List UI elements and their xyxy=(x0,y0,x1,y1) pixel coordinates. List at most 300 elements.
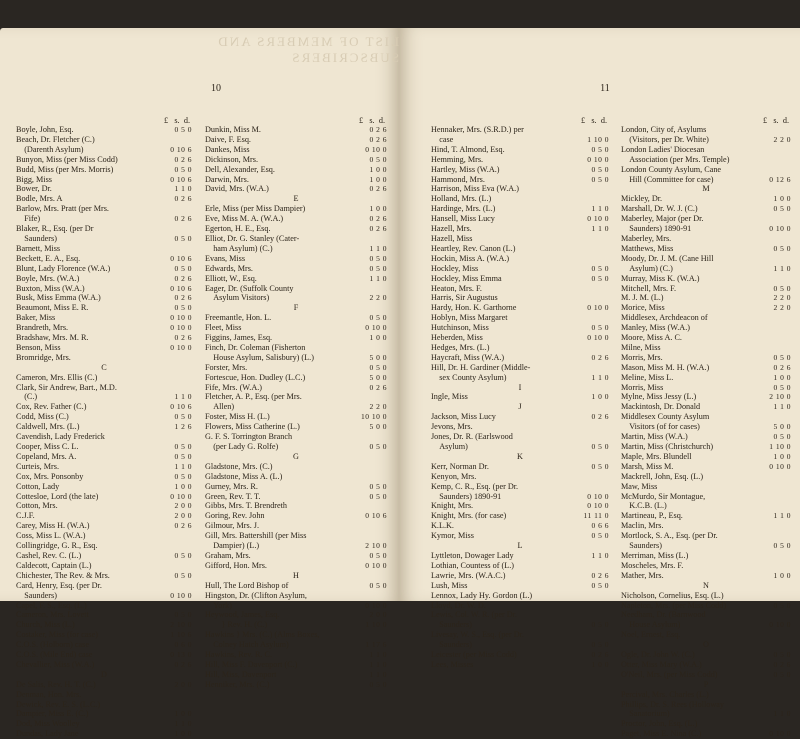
subscription-amount: 2 0 0 xyxy=(369,610,387,620)
subscriber-name: Gibbs, Mrs. T. Brendreth xyxy=(205,501,288,511)
subscriber-entry xyxy=(16,264,192,274)
subscriber-entry xyxy=(205,610,387,620)
subscriber-entry xyxy=(16,175,192,185)
subscription-amount: 0 10 6 xyxy=(170,174,192,184)
subscriber-entry xyxy=(16,501,192,511)
subscription-amount: 0 2 6 xyxy=(174,194,192,204)
subscriber-entry xyxy=(431,442,609,452)
subscriber-entry xyxy=(431,660,609,670)
subscriber-name: Maclin, Mrs. xyxy=(621,521,664,531)
subscriber-entry xyxy=(16,135,192,145)
subscriber-name: Lennox, Lady Hy. Gordon (L.) xyxy=(431,590,533,600)
subscriber-name: Caldwell, Mrs. (L.) xyxy=(16,422,80,432)
subscriber-name: Hingston, Dr. (Clifton Asylum, xyxy=(205,590,307,600)
subscriber-entry xyxy=(431,492,609,502)
currency-unit: £ xyxy=(580,116,586,125)
subscriber-name: Cashel, Rev. C. (L.) xyxy=(16,550,82,560)
subscription-amount: 0 10 0 xyxy=(170,491,192,501)
subscription-amount: 0 5 0 xyxy=(369,580,387,590)
subscriber-entry xyxy=(431,224,609,234)
subscriber-entry xyxy=(621,670,791,680)
subscriber-name: Barlow, Mrs. Pratt (per Mrs. xyxy=(16,204,109,214)
subscriber-name: Knight, Mrs. (for case) xyxy=(431,511,507,521)
subscriber-name: Mason, Miss M. H. (W.A.) xyxy=(621,362,710,372)
subscriber-column xyxy=(621,116,791,739)
subscription-amount: 1 1 0 xyxy=(369,243,387,253)
subscriber-name: Hammond, Mrs. xyxy=(431,174,485,184)
subscriber-entry xyxy=(621,194,791,204)
subscriber-name: Matthews, Miss xyxy=(621,243,674,253)
subscription-amount: 0 2 6 xyxy=(591,352,609,362)
subscriber-name: House Asylum) xyxy=(621,620,681,630)
subscription-amount: 0 5 0 xyxy=(369,154,387,164)
subscriber-name: Blunt, Lady Florence (W.A.) xyxy=(16,263,111,273)
subscriber-name: Marshall, Dr. W. J. (C.) xyxy=(621,204,698,214)
subscription-amount: 0 10 6 xyxy=(170,253,192,263)
subscriber-name: Maberley, Mrs. xyxy=(621,233,672,243)
subscriber-entry xyxy=(621,412,791,422)
subscriber-entry xyxy=(205,650,387,660)
subscriber-entry xyxy=(621,660,791,670)
subscription-amount: 1 0 0 xyxy=(591,659,609,669)
subscription-amount: 0 10 0 xyxy=(587,333,609,343)
subscription-amount: 1 1 0 xyxy=(591,224,609,234)
subscriber-entry xyxy=(205,284,387,294)
subscriber-name: Moscheles, Mrs. F. xyxy=(621,560,684,570)
subscription-amount: 0 10 0 xyxy=(365,560,387,570)
subscriber-entry xyxy=(621,690,791,700)
subscriber-name: Harris, Sir Augustus xyxy=(431,293,498,303)
subscriber-entry xyxy=(621,432,791,442)
subscriber-name: Knight, Mrs. xyxy=(431,501,474,511)
subscriber-name: Green, Rev. T. T. xyxy=(205,491,261,501)
subscriber-entry xyxy=(205,670,387,680)
subscriber-entry xyxy=(205,214,387,224)
subscriber-name: Martineau, P., Esq. xyxy=(621,511,683,521)
subscriber-entry xyxy=(431,581,609,591)
subscription-amount: 1 1 0 xyxy=(174,719,192,729)
subscription-amount: 0 5 0 xyxy=(591,640,609,650)
subscriber-entry xyxy=(621,700,791,710)
subscriber-entry xyxy=(205,541,387,551)
subscriber-name: Hill, Miss F. Davenport (C.) xyxy=(205,659,298,669)
subscriber-name: Caldecott, Captain (L.) xyxy=(16,560,92,570)
subscriber-name: Maple, Mrs. Blundell xyxy=(621,451,692,461)
subscriber-entry xyxy=(16,630,192,640)
subscriber-entry xyxy=(205,204,387,214)
subscription-amount: 1 0 0 xyxy=(773,372,791,382)
subscription-amount: 0 2 6 xyxy=(369,224,387,234)
subscriber-entry xyxy=(205,165,387,175)
subscriber-entry xyxy=(205,392,387,402)
subscriber-name: Kerr, Norman Dr. xyxy=(431,461,489,471)
subscription-amount: 0 5 0 xyxy=(773,600,791,610)
subscriber-entry xyxy=(205,353,387,363)
subscriber-entry xyxy=(16,729,192,739)
subscription-amount: 0 6 0 xyxy=(174,640,192,650)
subscription-amount: 0 2 6 xyxy=(174,154,192,164)
subscriber-entry xyxy=(431,184,609,194)
subscriber-entry xyxy=(16,680,192,690)
subscription-amount: 0 5 0 xyxy=(773,352,791,362)
subscription-amount: 0 10 0 xyxy=(170,313,192,323)
subscriber-name: Beckett, E. A., Esq. xyxy=(16,253,81,263)
subscriber-name: Sanatorium) xyxy=(621,709,670,719)
subscriber-entry xyxy=(205,293,387,303)
subscriber-name: Curteis, Mrs. xyxy=(16,461,59,471)
subscriber-entry xyxy=(16,482,192,492)
subscription-amount: 0 5 0 xyxy=(591,263,609,273)
subscriber-name: Cavendish, Lady Frederick xyxy=(16,432,105,442)
subscriber-entry xyxy=(621,343,791,353)
subscriber-entry xyxy=(205,630,387,640)
subscription-amount: 1 2 6 xyxy=(174,422,192,432)
subscriber-name: McMurdo, Sir Montague, xyxy=(621,491,706,501)
subscription-amount: 0 10 0 xyxy=(587,491,609,501)
subscriber-entry xyxy=(205,660,387,670)
subscriber-name: Fortescue, Hon. Dudley (L.C.) xyxy=(205,372,306,382)
subscriber-name: Blaker, R., Esq. (per Dr xyxy=(16,224,94,234)
subscriber-name: Ogle, Dr. John W. (C.) xyxy=(621,650,695,660)
subscriber-name: Fife, Mrs. (W.A.) xyxy=(205,382,263,392)
subscriber-name: London Ladies' Diocesan xyxy=(621,144,705,154)
subscriber-entry xyxy=(621,333,791,343)
subscriber-name: Kymor, Miss xyxy=(431,531,474,541)
subscriber-entry xyxy=(16,383,192,393)
section-letter: O xyxy=(703,640,709,650)
subscription-amount: 0 5 0 xyxy=(591,273,609,283)
subscriber-name: Saunders) xyxy=(431,640,472,650)
subscription-amount: 1 0 0 xyxy=(773,194,791,204)
subscriber-name: Capel, F. S., Esq. (L.) xyxy=(16,600,87,610)
subscriber-entry xyxy=(205,551,387,561)
subscriber-name: Middlesex County Asylum xyxy=(621,412,710,422)
subscription-amount: 0 5 0 xyxy=(369,491,387,501)
subscriber-name: Hedges, Mrs. (L.) xyxy=(431,342,490,352)
currency-header xyxy=(621,116,791,125)
subscriber-entry xyxy=(431,501,609,511)
subscription-amount: 0 5 0 xyxy=(773,541,791,551)
subscriber-name: Eager, Dr. (Suffolk County xyxy=(205,283,294,293)
subscription-amount: 0 12 6 xyxy=(769,174,791,184)
subscriber-name: Maw, Miss xyxy=(621,481,658,491)
subscriber-entry xyxy=(16,462,192,472)
subscriber-entry xyxy=(16,700,192,710)
subscription-amount: 1 0 0 xyxy=(773,570,791,580)
subscriber-name: Meline, Miss L. xyxy=(621,372,674,382)
subscriber-entry xyxy=(16,343,192,353)
subscriber-name: Gill, Mrs. Battershill (per Miss xyxy=(205,531,307,541)
subscription-amount: 0 2 6 xyxy=(174,659,192,669)
subscriber-name: Hennaker, Mrs. (S.R.D.) per xyxy=(431,125,524,134)
subscription-amount: 0 10 6 xyxy=(170,402,192,412)
subscriber-entry xyxy=(205,145,387,155)
subscriber-name: Martin, Miss (W.A.) xyxy=(621,432,688,442)
subscriber-name: Busk, Miss Emma (W.A.) xyxy=(16,293,101,303)
subscriber-entry xyxy=(205,363,387,373)
book-spread xyxy=(0,28,800,739)
subscriber-entry xyxy=(205,323,387,333)
subscription-amount: 0 2 6 xyxy=(591,412,609,422)
subscriber-entry xyxy=(621,204,791,214)
subscription-amount: 0 5 0 xyxy=(591,174,609,184)
subscriber-entry xyxy=(16,571,192,581)
subscriber-name: Kemp, C. R., Esq. (per Dr. xyxy=(431,481,519,491)
subscription-amount: 0 10 6 xyxy=(170,283,192,293)
subscription-amount: 0 10 0 xyxy=(365,600,387,610)
subscription-amount: 2 10 0 xyxy=(365,541,387,551)
subscription-amount: 0 5 0 xyxy=(591,620,609,630)
subscriber-entry xyxy=(16,313,192,323)
subscriber-entry xyxy=(16,165,192,175)
subscriber-entry xyxy=(16,333,192,343)
section-letter: L xyxy=(517,541,523,551)
subscriber-name: Freemantle, Hon. L. xyxy=(205,313,272,323)
subscriber-name: Henniker, Mrs. (C.) xyxy=(205,679,270,689)
subscriber-entry xyxy=(621,234,791,244)
subscription-amount: 0 5 0 xyxy=(174,233,192,243)
subscription-amount: 1 0 0 xyxy=(369,164,387,174)
subscriber-name: Gurney, Mrs. R. xyxy=(205,481,258,491)
subscription-amount: 1 1 0 xyxy=(773,263,791,273)
subscriber-name: Gifford, Hon. Mrs. xyxy=(205,560,267,570)
subscriber-name: Mickley, Dr. xyxy=(621,194,663,204)
subscription-amount: 0 5 0 xyxy=(369,313,387,323)
subscriber-entry xyxy=(205,343,387,353)
subscriber-entry xyxy=(621,284,791,294)
currency-unit: d. xyxy=(183,116,191,125)
subscriber-name: Phillips, Dr. S. Rees (Holloway xyxy=(621,699,725,709)
subscriber-entry xyxy=(621,363,791,373)
subscription-amount: 1 0 0 xyxy=(773,451,791,461)
subscriber-name: Lyttleton, Dowager Lady xyxy=(431,550,514,560)
subscriber-name: Dickinson, Mrs. xyxy=(205,154,258,164)
subscriber-name: De Salis, Rev. H. T. (C.) xyxy=(16,679,96,689)
subscriber-name: Saunders) xyxy=(431,620,472,630)
subscriber-name: Dunkin, Miss M. xyxy=(205,125,261,134)
subscriber-entry xyxy=(205,462,387,472)
subscriber-name: Jevons, Mrs. xyxy=(431,422,473,432)
subscriber-entry xyxy=(621,531,791,541)
subscriber-entry xyxy=(621,452,791,462)
subscriber-entry xyxy=(621,610,791,620)
subscriber-entry xyxy=(431,274,609,284)
currency-unit: s. xyxy=(369,116,375,125)
subscriber-entry xyxy=(205,501,387,511)
subscriber-name: Proctor, John, Esq. (L.) xyxy=(621,719,698,729)
subscriber-entry xyxy=(431,333,609,343)
subscription-amount: 0 5 0 xyxy=(591,323,609,333)
subscriber-name: Mylne, Miss Jessy (L.) xyxy=(621,392,697,402)
subscriber-name: Bromridge, Mrs. xyxy=(16,352,71,362)
subscriber-name: Mackrell, John, Esq. (L.) xyxy=(621,471,704,481)
subscriber-entry xyxy=(621,620,791,630)
subscriber-entry xyxy=(205,155,387,165)
subscription-amount: 0 5 0 xyxy=(174,442,192,451)
subscription-amount: 1 1 0 xyxy=(369,650,387,660)
subscriber-name: Lothian, Countess of (L.) xyxy=(431,560,514,570)
subscriber-entry xyxy=(16,323,192,333)
subscriber-name: Hull, The Lord Bishop of xyxy=(205,580,289,590)
section-letter: M xyxy=(702,184,710,194)
subscription-amount: 1 17 6 xyxy=(365,640,387,650)
subscriber-entry xyxy=(205,254,387,264)
subscription-amount: 0 10 0 xyxy=(365,144,387,154)
subscriber-entry xyxy=(621,442,791,452)
subscriber-name: Jones, Dr. R. (Earlswood xyxy=(431,432,513,442)
subscription-amount: 0 2 6 xyxy=(369,214,387,224)
subscriber-name: Hockley, Miss Emma xyxy=(431,273,502,283)
section-letter: G xyxy=(293,451,299,461)
subscriber-entry xyxy=(431,373,609,383)
subscriber-name: Baker, Miss xyxy=(16,313,56,323)
subscriber-entry xyxy=(621,650,791,660)
subscriber-name: (Visitors, per Dr. White) xyxy=(621,134,709,144)
subscriber-entry xyxy=(431,155,609,165)
subscription-amount: 0 2 6 xyxy=(591,650,609,660)
subscriber-entry xyxy=(431,392,609,402)
subscriber-name: Dampier, Miss E. (C.) xyxy=(16,709,89,719)
subscription-amount: 0 5 0 xyxy=(591,144,609,154)
subscriber-entry xyxy=(431,214,609,224)
section-letter: I xyxy=(518,382,522,392)
subscriber-name: Asylum) (C.) xyxy=(621,263,673,273)
subscriber-entry xyxy=(431,482,609,492)
subscriber-entry xyxy=(431,591,609,601)
subscriber-name: Paget, Miss E. Nina (C.) xyxy=(621,729,702,739)
subscription-amount: 2 2 0 xyxy=(773,134,791,144)
subscriber-name: O'Neil, Mrs. (per Miss Codd) xyxy=(621,669,718,679)
subscriber-name: M. J. M. (L.) xyxy=(621,293,664,303)
subscriber-name: Manley, Miss (W.A.) xyxy=(621,323,690,333)
currency-unit: s. xyxy=(174,116,180,125)
subscription-amount: 0 5 0 xyxy=(369,253,387,263)
subscriber-entry xyxy=(16,145,192,155)
subscriber-name: Needham, Dr. (Barnwood xyxy=(621,610,706,620)
subscriber-entry xyxy=(431,561,609,571)
subscriber-entry xyxy=(621,323,791,333)
subscriber-column xyxy=(431,116,609,670)
subscriber-column xyxy=(205,116,387,690)
subscription-amount: 11 11 0 xyxy=(583,511,609,521)
subscriber-name: Hardy, Hon. K. Garthorne xyxy=(431,303,517,313)
subscriber-entry xyxy=(205,402,387,412)
subscription-amount: 0 10 0 xyxy=(769,729,791,739)
subscription-amount: 0 5 0 xyxy=(773,283,791,293)
subscriber-entry xyxy=(621,165,791,175)
subscription-amount: 1 10 0 xyxy=(365,620,387,630)
subscription-amount: 1 1 0 xyxy=(369,669,387,679)
subscriber-name: K.L.K. xyxy=(431,521,454,531)
currency-unit: s. xyxy=(591,116,597,125)
subscriber-name: Saunders) xyxy=(16,590,57,600)
subscriber-entry xyxy=(431,610,609,620)
subscription-amount: 0 13 0 xyxy=(170,650,192,660)
subscriber-entry xyxy=(205,442,387,452)
subscriber-entry xyxy=(621,630,791,640)
subscriber-name: Flowers, Miss Catherine (L.) xyxy=(205,422,300,432)
subscription-amount: 0 2 6 xyxy=(174,273,192,283)
subscriber-entry xyxy=(16,422,192,432)
subscriber-entry xyxy=(205,482,387,492)
subscriber-entry xyxy=(431,472,609,482)
subscriber-entry xyxy=(205,224,387,234)
subscriber-entry xyxy=(621,601,791,611)
subscription-amount: 0 2 6 xyxy=(773,362,791,372)
subscriber-entry xyxy=(431,145,609,155)
subscriber-entry xyxy=(621,175,791,185)
subscriber-entry xyxy=(205,373,387,383)
subscriber-name: Cox, Mrs. Ponsonby xyxy=(16,471,84,481)
subscriber-name: (Darenth Asylum) xyxy=(16,144,84,154)
subscriber-entry xyxy=(16,412,192,422)
subscriber-entry xyxy=(205,531,387,541)
subscriber-entry xyxy=(431,511,609,521)
subscriber-name: Hawkins } Mrs. (C.) (Alms Boxes, xyxy=(205,630,320,640)
subscriber-name: Brandreth, Mrs. xyxy=(16,323,69,333)
left-page xyxy=(0,28,399,739)
subscription-amount: 0 10 0 xyxy=(769,461,791,471)
subscriber-entry xyxy=(621,541,791,551)
subscriber-entry xyxy=(16,293,192,303)
currency-unit: d. xyxy=(782,116,790,125)
subscriber-entry xyxy=(16,194,192,204)
right-page xyxy=(399,28,800,739)
subscriber-entry xyxy=(621,392,791,402)
subscriber-name: Hill, Miss, Davenport xyxy=(205,669,277,679)
subscriber-name: ham Asylum) (C.) xyxy=(205,243,273,253)
subscriber-entry xyxy=(431,165,609,175)
subscriber-name: Lush, Miss xyxy=(431,580,468,590)
section-letter: K xyxy=(517,451,523,461)
subscriber-column xyxy=(16,116,192,739)
subscriber-name: Hardinge, Mrs. (L.) xyxy=(431,204,496,214)
subscriber-entry xyxy=(431,601,609,611)
subscriber-entry xyxy=(16,660,192,670)
subscriber-name: Middlesex, Archdeacon of xyxy=(621,313,708,323)
section-letter: D xyxy=(101,669,107,679)
subscription-amount: 2 0 0 xyxy=(174,679,192,689)
subscriber-entry xyxy=(205,680,387,690)
subscriber-name: Livesay, W. S., Esq. (per Dr. xyxy=(431,630,524,640)
subscription-amount: 0 5 0 xyxy=(773,650,791,660)
subscriber-name: Hill, Dr. H. Gardiner (Middle- xyxy=(431,362,531,372)
subscription-amount: 2 2 0 xyxy=(369,293,387,303)
subscriber-entry xyxy=(16,204,192,214)
subscriber-name: Daive, F. Esq. xyxy=(205,134,251,144)
subscriber-entry xyxy=(16,561,192,571)
subscription-amount: 0 10 0 xyxy=(587,154,609,164)
subscriber-entry xyxy=(431,412,609,422)
subscriber-name: Carey, Miss H. (W.A.) xyxy=(16,521,90,531)
currency-unit: £ xyxy=(163,116,169,125)
subscriber-entry xyxy=(16,472,192,482)
subscriber-name: case xyxy=(431,134,454,144)
subscription-amount: 1 0 0 xyxy=(369,174,387,184)
subscriber-name: Finch, Dr. Coleman (Fisherton xyxy=(205,342,306,352)
subscription-amount: 1 10 0 xyxy=(587,134,609,144)
subscriber-name: Visitors (of for cases) xyxy=(621,422,700,432)
subscriber-entry xyxy=(621,729,791,739)
subscriber-entry xyxy=(16,224,192,234)
subscriber-entry xyxy=(621,521,791,531)
subscriber-name: Heywood, James, Esq. xyxy=(205,610,280,620)
subscriber-entry xyxy=(205,472,387,482)
subscriber-name: Heaton, Mrs. F. xyxy=(431,283,482,293)
subscriber-entry xyxy=(16,303,192,313)
subscriber-entry xyxy=(205,412,387,422)
subscriber-name: Clark, Sir Andrew, Bart., M.D. xyxy=(16,382,117,392)
